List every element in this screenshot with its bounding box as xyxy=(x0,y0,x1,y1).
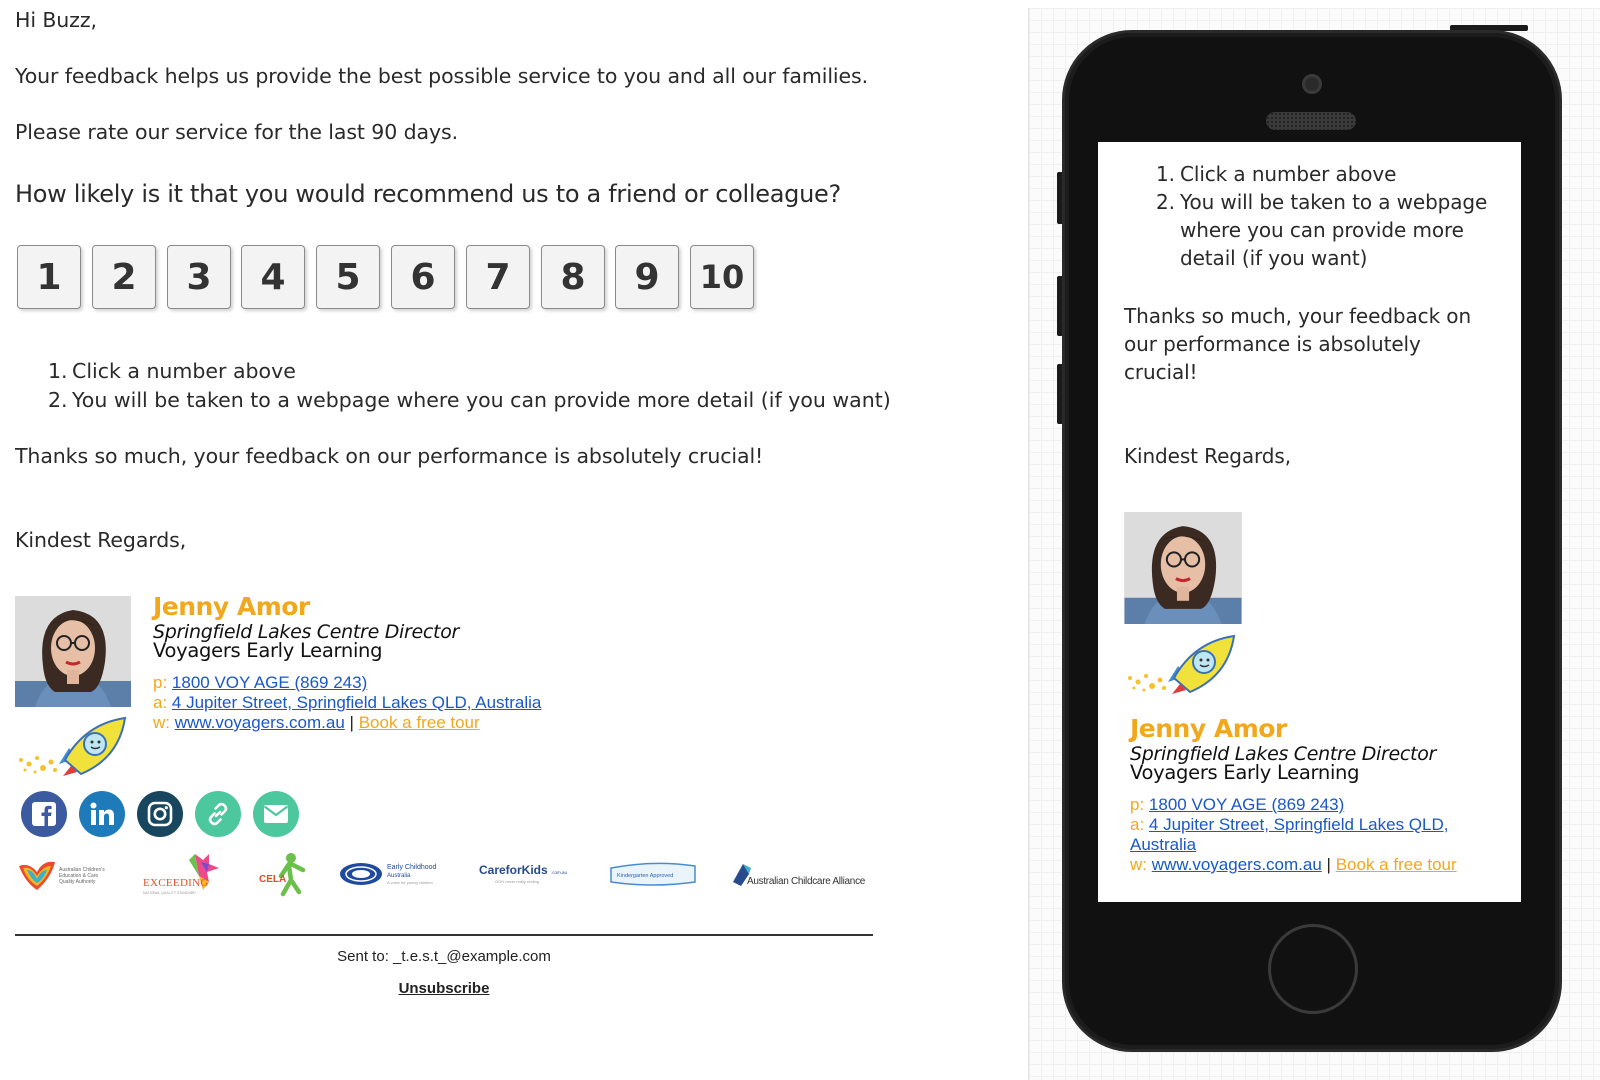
signature-organization: Voyagers Early Learning xyxy=(153,639,383,662)
mobile-address-link[interactable]: 4 Jupiter Street, Springfield Lakes QLD, xyxy=(1148,815,1449,834)
mobile-signature-phone-line: p: 1800 VOY AGE (869 243) xyxy=(1130,795,1345,814)
rating-10-button[interactable]: 10 xyxy=(690,245,754,309)
svg-text:EXCEEDING: EXCEEDING xyxy=(143,877,209,889)
nps-question: How likely is it that you would recommend us to a friend or colleague? xyxy=(15,180,841,208)
svg-text:.com.au: .com.au xyxy=(551,870,568,875)
svg-text:Kindergarten Approved: Kindergarten Approved xyxy=(617,873,674,879)
unsubscribe-link[interactable]: Unsubscribe xyxy=(398,980,490,997)
linkedin-icon[interactable] xyxy=(79,791,125,837)
facebook-icon[interactable] xyxy=(21,791,67,837)
instagram-icon[interactable] xyxy=(137,791,183,837)
careforkids-logo xyxy=(479,852,579,898)
mobile-phone-link[interactable]: 1800 VOY AGE (869 243) xyxy=(1148,795,1345,814)
mobile-signature-web-line: w: www.voyagers.com.au | Book a free tour xyxy=(1130,855,1457,874)
svg-text:Quality Authority: Quality Authority xyxy=(59,879,96,885)
mobile-address-link-2[interactable]: Australia xyxy=(1130,835,1197,854)
rating-8-button[interactable]: 8 xyxy=(541,245,605,309)
instructions-list xyxy=(48,359,891,417)
early-childhood-australia-logo xyxy=(339,852,449,898)
avatar xyxy=(15,596,131,707)
mobile-avatar xyxy=(1124,512,1242,624)
website-link[interactable]: www.voyagers.com.au xyxy=(174,713,345,732)
svg-text:Australian Childcare Alliance: Australian Childcare Alliance xyxy=(747,876,866,887)
greeting: Hi Buzz, xyxy=(15,8,97,32)
australian-childcare-alliance-logo xyxy=(729,852,879,898)
rating-6-button[interactable]: 6 xyxy=(391,245,455,309)
svg-text:CELA: CELA xyxy=(259,874,287,885)
svg-text:CareforKids: CareforKids xyxy=(479,863,548,877)
svg-text:Early Childhood: Early Childhood xyxy=(387,864,437,871)
phone-screen[interactable] xyxy=(1098,142,1521,902)
svg-text:Australia: Australia xyxy=(387,873,411,879)
mobile-signature-title: Springfield Lakes Centre Director xyxy=(1130,743,1437,765)
signature-name: Jenny Amor xyxy=(153,592,310,621)
footer-divider xyxy=(15,934,873,936)
mobile-book-tour-link[interactable]: Book a free tour xyxy=(1335,855,1457,874)
link-icon[interactable] xyxy=(195,791,241,837)
cela-logo xyxy=(255,852,315,898)
signature-address-line: a: 4 Jupiter Street, Springfield Lakes QLD, Australia xyxy=(153,693,542,712)
svg-text:Education & Care: Education & Care xyxy=(59,873,99,879)
email-icon[interactable] xyxy=(253,791,299,837)
rating-9-button[interactable]: 9 xyxy=(615,245,679,309)
rating-5-button[interactable]: 5 xyxy=(316,245,380,309)
phone-home-button xyxy=(1268,924,1358,1014)
exceeding-nqs-logo xyxy=(143,852,223,898)
list-item: 1. Click a number above xyxy=(48,359,296,383)
unsubscribe-row xyxy=(15,980,873,997)
mobile-thanks-text: Thanks so much, your feedback on our performance is absolutely crucial! xyxy=(1124,304,1472,384)
svg-text:A voice for young children: A voice for young children xyxy=(387,880,433,885)
phone-link[interactable]: 1800 VOY AGE (869 243) xyxy=(171,673,368,692)
list-item: 2. You will be taken to a webpage where you can provide more detail (if you want) xyxy=(48,388,891,412)
rate-prompt: Please rate our service for the last 90 days. xyxy=(15,120,458,144)
intro-text: Your feedback helps us provide the best possible service to you and all our families. xyxy=(15,64,869,88)
list-item: 2. You will be taken to a webpage where you can provide more detail (if you want) xyxy=(1156,190,1488,270)
regards-text: Kindest Regards, xyxy=(15,528,187,552)
signature-web-line: w: www.voyagers.com.au | Book a free tour xyxy=(153,713,480,732)
svg-text:NATIONAL QUALITY STANDARD: NATIONAL QUALITY STANDARD xyxy=(143,891,196,895)
acecqa-logo xyxy=(17,852,112,898)
rating-1-button[interactable]: 1 xyxy=(17,245,81,309)
thanks-text: Thanks so much, your feedback on our performance is absolutely crucial! xyxy=(15,444,764,468)
mobile-instructions-list xyxy=(1156,160,1487,272)
rating-3-button[interactable]: 3 xyxy=(167,245,231,309)
email-body xyxy=(15,0,1005,1080)
mobile-signature-organization: Voyagers Early Learning xyxy=(1130,761,1360,784)
rating-4-button[interactable]: 4 xyxy=(241,245,305,309)
mobile-rocket-icon xyxy=(1124,632,1240,696)
mobile-regards-text: Kindest Regards, xyxy=(1124,444,1291,468)
address-link[interactable]: 4 Jupiter Street, Springfield Lakes QLD, Australia xyxy=(171,693,542,712)
sent-to-text: Sent to: _t.e.s.t_@example.com xyxy=(337,948,551,965)
mobile-signature-address-line-2 xyxy=(1130,835,1196,855)
mobile-signature-address-line: a: 4 Jupiter Street, Springfield Lakes QLD, xyxy=(1130,815,1449,834)
phone-camera xyxy=(1302,74,1322,94)
rocket-icon xyxy=(15,714,131,778)
svg-text:OOH never really ending: OOH never really ending xyxy=(495,879,540,884)
svg-text:Australian Children's: Australian Children's xyxy=(59,867,105,873)
accreditation-logos xyxy=(15,852,895,902)
mobile-website-link[interactable]: www.voyagers.com.au xyxy=(1151,855,1322,874)
kindergarten-approved-logo xyxy=(609,852,699,898)
rating-2-button[interactable]: 2 xyxy=(92,245,156,309)
list-item: 1. Click a number above xyxy=(1156,162,1397,186)
signature-title: Springfield Lakes Centre Director xyxy=(153,621,460,643)
mobile-signature-name: Jenny Amor xyxy=(1130,714,1287,743)
rating-7-button[interactable]: 7 xyxy=(466,245,530,309)
signature-phone-line: p: 1800 VOY AGE (869 243) xyxy=(153,673,368,692)
phone-speaker xyxy=(1266,112,1356,130)
book-tour-link[interactable]: Book a free tour xyxy=(358,713,480,732)
